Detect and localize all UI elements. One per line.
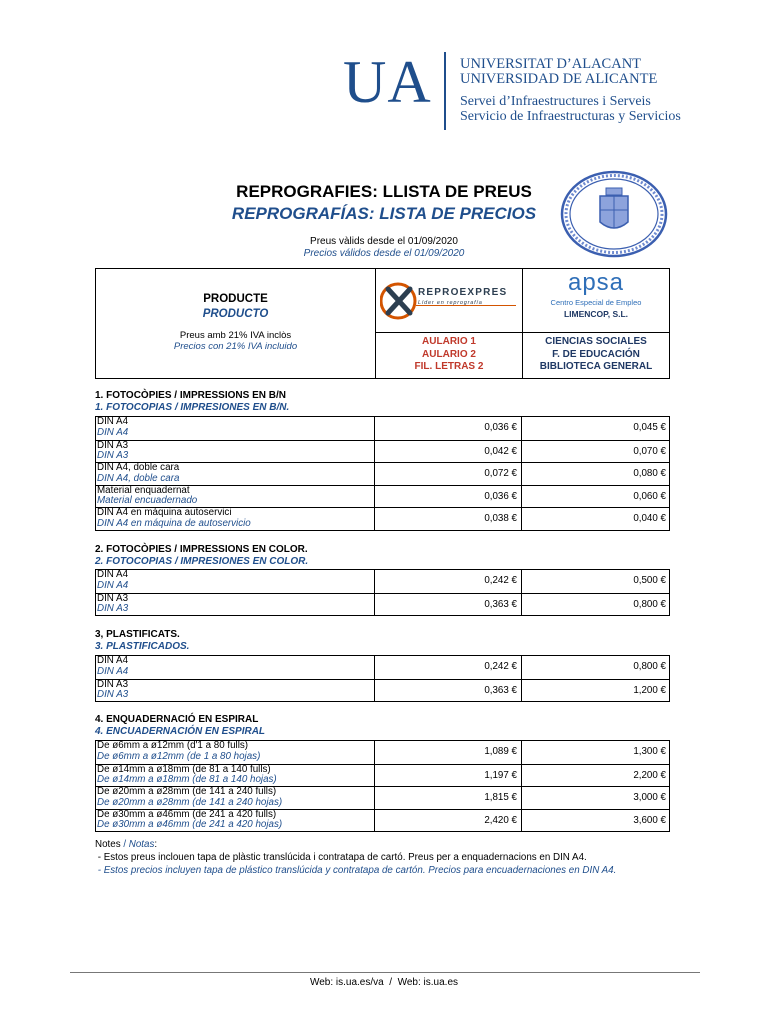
- table-row: [96, 462, 669, 485]
- title-va: REPROGRAFIES: LLISTA DE PREUS: [236, 182, 532, 201]
- provider1-location-2: AULARIO 2: [422, 348, 476, 360]
- row-desc-es: DIN A3: [97, 689, 129, 701]
- section-2-table: [95, 569, 670, 616]
- section-4-title-va: 4. ENQUADERNACIÓ EN ESPIRAL: [95, 714, 259, 725]
- row-desc-es: De ø6mm a ø12mm (de 1 a 80 hojas): [97, 750, 261, 762]
- row-desc-va: DIN A4 en màquina autoservici: [97, 507, 232, 519]
- section-1-title-es: 1. FOTOCOPIAS / IMPRESIONES EN B/N.: [95, 402, 290, 413]
- table-row: [96, 485, 669, 508]
- row-desc-va: DIN A4: [97, 569, 129, 580]
- footer-divider: [70, 972, 700, 973]
- row-desc-va: DIN A3: [97, 439, 129, 451]
- row-desc-va: De ø14mm a ø18mm (de 81 a 140 fulls): [97, 763, 271, 775]
- row-desc-va: DIN A3: [97, 678, 129, 690]
- footer-web-links: Web: is.ua.es/va / Web: is.ua.es: [309, 977, 459, 988]
- section-1-table: [95, 416, 670, 531]
- iva-note-va: Preus amb 21% IVA inclòs: [179, 330, 292, 341]
- row-desc-es: Material encuadernado: [97, 495, 198, 507]
- row-desc-va: DIN A4: [97, 655, 129, 666]
- provider2-location-2: F. DE EDUCACIÓN: [552, 348, 640, 360]
- reproexpres-name: REPROEXPRES: [418, 287, 508, 298]
- price-provider1: 0,036 €: [376, 486, 522, 508]
- table-row: [96, 507, 669, 530]
- provider1-cell: [376, 269, 523, 378]
- table-row: [96, 786, 669, 809]
- provider1-divider: [376, 332, 522, 333]
- row-desc-va: De ø30mm a ø46mm (de 241 a 420 fulls): [97, 808, 277, 820]
- price-provider1: 0,042 €: [376, 441, 522, 463]
- notes-label-va: Notes: [95, 839, 121, 850]
- table-row: [96, 679, 669, 702]
- table-row: [96, 570, 669, 593]
- ua-logo: UA: [343, 49, 432, 115]
- section-4-title-es: 4. ENCUADERNACIÓN EN ESPIRAL: [95, 726, 266, 737]
- provider2-location-1: CIENCIAS SOCIALES: [545, 336, 647, 347]
- price-provider1: 0,242 €: [376, 570, 522, 593]
- price-provider2: 0,045 €: [633, 422, 666, 433]
- apsa-logo: apsa: [567, 269, 625, 296]
- table-row: [96, 417, 669, 440]
- service-name-va: Servei d’Infraestructures i Serveis: [460, 94, 651, 109]
- price-provider2: 0,800 €: [633, 661, 666, 672]
- product-header-table: [95, 268, 670, 379]
- product-label-es: PRODUCTO: [202, 308, 269, 320]
- reproexpres-tagline: Líder en reprografía: [418, 300, 483, 306]
- price-provider2: 0,500 €: [633, 575, 666, 586]
- section-3-title-es: 3. PLASTIFICADOS.: [95, 641, 190, 652]
- valid-date-va: Preus vàlids desde el 01/09/2020: [310, 236, 458, 247]
- table-row: [96, 809, 669, 832]
- title-es: REPROGRAFÍAS: LISTA DE PRECIOS: [231, 204, 537, 223]
- price-provider2: 0,800 €: [633, 598, 666, 610]
- note-text-va: - Estos preus inclouen tapa de plàstic translúcida i contratapa de cartó. Preus per a enquadernacions en DIN A4.: [95, 852, 587, 863]
- price-provider1: 1,197 €: [376, 765, 522, 787]
- logo-divider: [444, 52, 446, 130]
- provider2-location-3: BIBLIOTECA GENERAL: [539, 361, 653, 372]
- section-3-table: [95, 655, 670, 702]
- provider1-location-1: AULARIO 1: [422, 336, 476, 347]
- row-desc-va: De ø20mm a ø28mm (de 141 a 240 fulls): [97, 786, 277, 798]
- price-provider2: 0,060 €: [633, 490, 666, 502]
- section-4-table: [95, 740, 670, 832]
- valid-date-es: Precios válidos desde el 01/09/2020: [303, 248, 465, 259]
- row-desc-va: De ø6mm a ø12mm (d'1 a 80 fulls): [97, 740, 249, 751]
- row-desc-es: De ø20mm a ø28mm (de 141 a 240 hojas): [97, 796, 283, 808]
- section-2-title-es: 2. FOTOCOPIAS / IMPRESIONES EN COLOR.: [95, 556, 309, 567]
- row-desc-es: DIN A4: [97, 579, 129, 591]
- price-provider2: 1,200 €: [633, 684, 666, 696]
- apsa-company: LIMENCOP, S.L.: [563, 309, 629, 319]
- row-desc-es: De ø30mm a ø46mm (de 241 a 420 hojas): [97, 819, 283, 831]
- notes-label: [95, 839, 157, 850]
- table-row: [96, 656, 669, 679]
- price-provider1: 0,363 €: [376, 680, 522, 702]
- price-provider1: 0,363 €: [376, 594, 522, 616]
- provider2-cell: [523, 269, 669, 378]
- row-desc-es: De ø14mm a ø18mm (de 81 a 140 hojas): [97, 774, 277, 786]
- note-text-es: - Estos precios incluyen tapa de plástico translúcida y contratapa de cartón. Precios para encuadernaciones en DIN A4.: [95, 865, 617, 876]
- university-name-es: UNIVERSIDAD DE ALICANTE: [460, 71, 658, 87]
- row-desc-es: DIN A4 en máquina de autoservicio: [97, 517, 251, 529]
- price-provider1: 0,038 €: [376, 508, 522, 530]
- table-row: [96, 764, 669, 787]
- product-label-cell: [96, 269, 376, 378]
- price-provider2: 3,000 €: [633, 792, 666, 804]
- row-desc-va: DIN A4, doble cara: [97, 462, 180, 474]
- price-provider1: 1,089 €: [376, 741, 522, 764]
- row-desc-va: Material enquadernat: [97, 484, 190, 496]
- price-provider2: 3,600 €: [633, 814, 666, 826]
- price-provider1: 2,420 €: [376, 810, 522, 832]
- section-3-title-va: 3, PLASTIFICATS.: [95, 629, 180, 640]
- provider2-divider: [523, 332, 669, 333]
- notes-colon: :: [154, 839, 158, 850]
- price-provider2: 0,070 €: [633, 445, 666, 457]
- row-desc-es: DIN A4: [97, 426, 129, 438]
- table-row: [96, 593, 669, 616]
- price-provider1: 0,072 €: [376, 463, 522, 485]
- section-1-title-va: 1. FOTOCÒPIES / IMPRESSIONS EN B/N: [95, 390, 286, 401]
- notes-label-es: Notas: [128, 839, 155, 850]
- university-name-va: UNIVERSITAT D’ALACANT: [460, 56, 642, 72]
- price-provider1: 1,815 €: [376, 787, 522, 809]
- product-label-va: PRODUCTE: [203, 293, 268, 305]
- price-provider1: 0,036 €: [376, 417, 522, 440]
- section-2-title-va: 2. FOTOCÒPIES / IMPRESSIONS EN COLOR.: [95, 544, 308, 555]
- row-desc-va: DIN A4: [97, 416, 129, 427]
- service-name-es: Servicio de Infraestructuras y Servicios: [460, 109, 681, 124]
- price-provider2: 0,040 €: [633, 513, 666, 525]
- provider1-location-3: FIL. LETRAS 2: [414, 361, 484, 372]
- price-provider2: 0,080 €: [633, 468, 666, 480]
- price-provider1: 0,242 €: [376, 656, 522, 679]
- iva-note-es: Precios con 21% IVA incluido: [173, 341, 298, 352]
- price-provider2: 2,200 €: [633, 769, 666, 781]
- table-row: [96, 741, 669, 764]
- apsa-tagline: Centro Especial de Empleo: [550, 298, 642, 307]
- notes-separator: /: [120, 839, 129, 850]
- price-provider2: 1,300 €: [633, 746, 666, 757]
- row-desc-es: DIN A3: [97, 450, 129, 462]
- row-desc-es: DIN A3: [97, 603, 129, 615]
- table-row: [96, 440, 669, 463]
- row-desc-va: DIN A3: [97, 592, 129, 604]
- row-desc-es: DIN A4, doble cara: [97, 472, 180, 484]
- row-desc-es: DIN A4: [97, 665, 129, 677]
